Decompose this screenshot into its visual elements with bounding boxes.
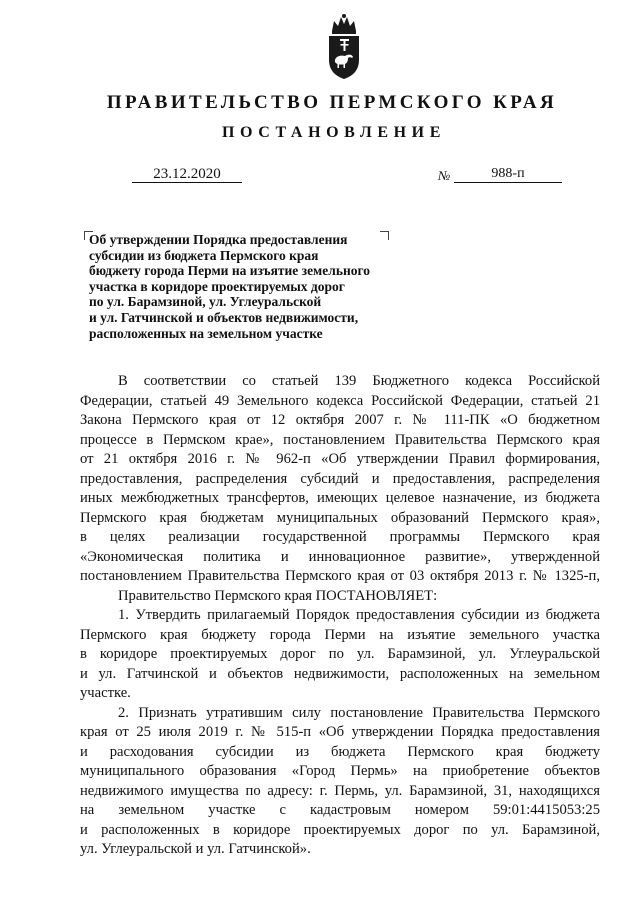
body-line: 2. Признать утратившим силу постановление Правительства Пермского [118, 704, 600, 721]
subject-line: бюджету города Перми на изъятие земельного [89, 263, 371, 279]
document-subject [89, 232, 419, 341]
body-line: «Экономическая политика и инновационное развитие», утвержденной [80, 548, 600, 565]
number-label: № [438, 168, 451, 183]
body-line: участке. [80, 685, 131, 701]
body-line: муниципального образования «Город Пермь» на приобретение объектов [80, 763, 600, 779]
subject-line: субсидии из бюджета Пермского края [89, 247, 319, 263]
body-line: процессе в Пермском крае», постановлением Правительства Пермского края [80, 431, 600, 448]
body-line: и расположенных в коридоре проектируемых дорог по ул. Барамзиной, [80, 821, 600, 838]
body-line: в целях реализации государственной программы Пермского края [80, 529, 600, 545]
body-line: края от 25 июля 2019 г. № 515-п «Об утверждении Порядка предоставления [80, 724, 600, 740]
body-line: ул. Углеуральской и ул. Гатчинской». [80, 841, 311, 857]
perm-krai-coat-of-arms-icon [326, 12, 362, 80]
subject-line: участка в коридоре проектируемых дорог [89, 278, 345, 294]
body-line: в коридоре проектируемых дорог по ул. Барамзиной, ул. Углеуральской [80, 646, 600, 662]
document-number: 988-п [454, 166, 562, 183]
government-title: ПРАВИТЕЛЬСТВО ПЕРМСКОГО КРАЯ [106, 92, 558, 113]
subject-line: и ул. Гатчинской и объектов недвижимости, [89, 309, 359, 325]
body-line: В соответствии со статьей 139 Бюджетного кодекса Российской [118, 373, 600, 389]
body-line: недвижимого имущества по адресу: г. Пермь, ул. Барамзиной, 31, находящихся [80, 782, 600, 799]
body-line: Пермского края бюджетам муниципальных образований Пермского края», [80, 509, 600, 526]
body-line: и ул. Гатчинской и объектов недвижимости, расположенных на земельном [80, 665, 600, 682]
subject-line: по ул. Барамзиной, ул. Углеуральской [89, 294, 322, 310]
body-line: и расходования субсидии из бюджета Пермского края бюджету [80, 743, 600, 760]
body-line: Правительство Пермского края ПОСТАНОВЛЯЕТ: [118, 587, 438, 604]
subject-line: Об утверждении Порядка предоставления [89, 232, 348, 247]
body-line: от 21 октября 2016 г. № 962-п «Об утверждении Правил формирования, [80, 451, 600, 467]
subject-line: расположенных на земельном участке [89, 325, 323, 341]
document-date: 23.12.2020 [132, 166, 242, 183]
document-type: ПОСТАНОВЛЕНИЕ [222, 124, 446, 141]
body-line: постановлением Правительства Пермского края от 03 октября 2013 г. № 1325-п, [80, 568, 600, 584]
body-line: Пермского края бюджету города Перми на изъятие земельного участка [80, 626, 600, 643]
body-line: на земельном участке с кадастровым номером 59:01:4415053:25 [80, 802, 600, 818]
body-line: иных межбюджетных трансфертов, имеющих целевое назначение, из бюджета [80, 490, 600, 506]
body-line: Закона Пермского края от 12 октября 2007 г. № 111-ПК «О бюджетном [80, 412, 600, 428]
body-line: 1. Утвердить прилагаемый Порядок предоставления субсидии из бюджета [118, 607, 600, 623]
document-body [80, 372, 600, 860]
body-line: Федерации, статьей 49 Земельного кодекса Российской Федерации, статьей 21 [80, 392, 600, 409]
body-line: предоставления, распределения субсидий и предоставления, распределения [80, 470, 600, 487]
